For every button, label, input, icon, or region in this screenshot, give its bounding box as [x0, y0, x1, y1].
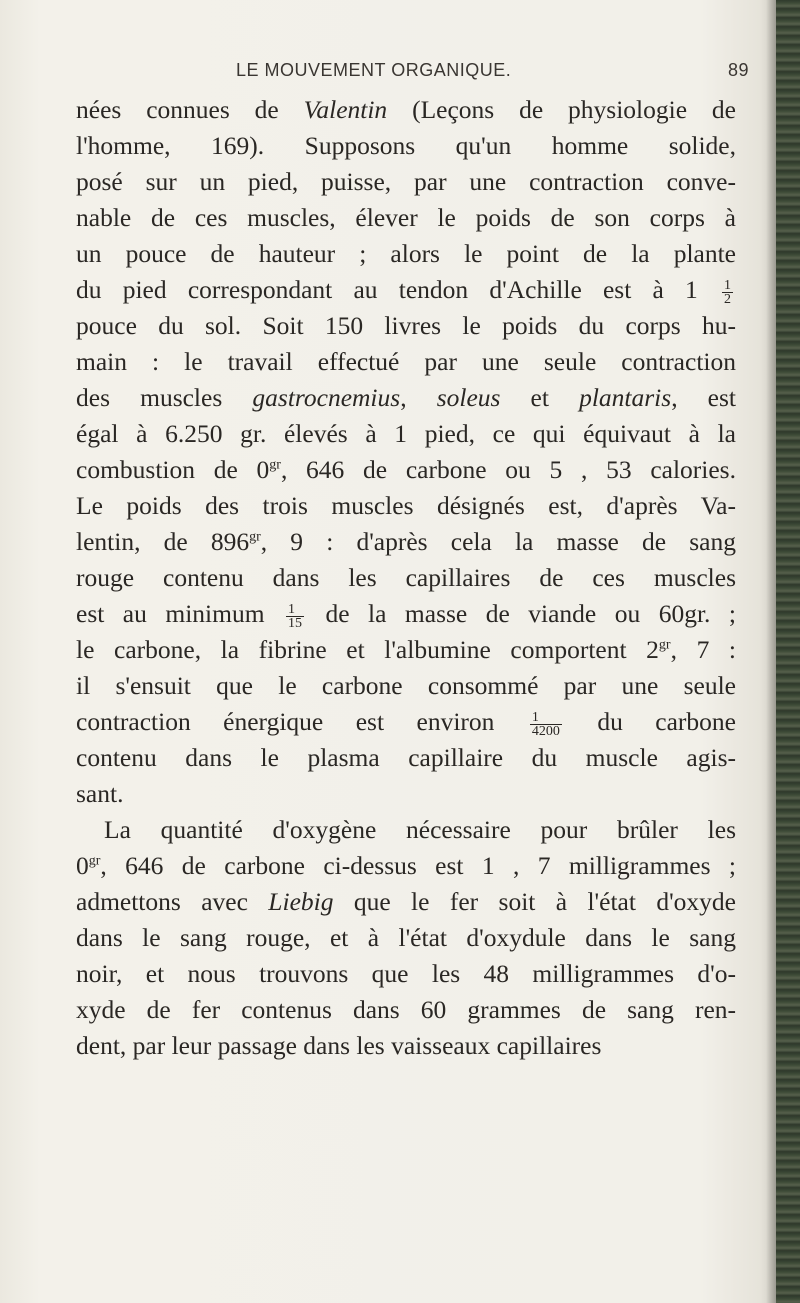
text-run: du carbone [597, 707, 736, 736]
text-run: , 7 : [670, 635, 737, 664]
unit-superscript: gr [269, 457, 281, 473]
text-run: combustion de 0 [76, 455, 270, 484]
text-line [76, 380, 736, 416]
author-name: Liebig [268, 887, 334, 916]
text-line: noir, et nous trouvons que les 48 milligrammes d'o- [76, 959, 736, 988]
text-line [76, 524, 736, 560]
text-run: est au minimum [76, 599, 265, 628]
text-line: pouce du sol. Soit 150 livres le poids du corps hu- [76, 311, 736, 340]
text-run: admettons avec [76, 887, 269, 916]
text-line: l'homme, 169). Supposons qu'un homme solide, [76, 131, 736, 160]
fraction-numerator: 1 [530, 711, 562, 725]
text-run: (Leçons de physiologie de [387, 95, 736, 124]
text-run: contraction énergique est environ [76, 707, 495, 736]
muscle-name: soleus [436, 383, 501, 412]
text-run: des muscles [76, 383, 253, 412]
text-line: La quantité d'oxygène nécessaire pour brûler les [104, 815, 736, 844]
text-run: nées connues de [76, 95, 304, 124]
text-line [76, 92, 736, 128]
text-line: Le poids des trois muscles désignés est, d'après Va- [76, 491, 736, 520]
text-line: xyde de fer contenus dans 60 grammes de sang ren- [76, 995, 736, 1024]
text-line [76, 632, 736, 668]
text-line [76, 848, 736, 884]
text-line: sant. [76, 779, 124, 808]
fraction [286, 603, 304, 630]
fraction-numerator: 1 [724, 277, 731, 293]
text-run: 0 [76, 851, 89, 880]
text-run: , [400, 383, 437, 412]
text-run: le carbone, la fibrine et l'albumine comportent 2 [76, 635, 659, 664]
text-line: égal à 6.250 gr. élevés à 1 pied, ce qui équivaut à la [76, 419, 736, 448]
book-binding-edge [776, 0, 800, 1303]
text-line [76, 704, 736, 740]
text-line [76, 272, 736, 308]
text-line [76, 596, 736, 632]
text-run: , est [671, 383, 737, 412]
fraction-denominator: 4200 [531, 723, 560, 739]
text-line: posé sur un pied, puisse, par une contraction conve- [76, 167, 736, 196]
unit-superscript: gr [249, 529, 261, 545]
text-line: il s'ensuit que le carbone consommé par une seule [76, 671, 736, 700]
unit-superscript: gr [658, 637, 671, 653]
text-run: que le fer soit à l'état d'oxyde [333, 887, 736, 916]
text-line: dent, par leur passage dans les vaisseaux capillaires [76, 1031, 602, 1060]
text-run: lentin, de 896 [76, 527, 250, 556]
text-run: de la masse de viande ou 60gr. ; [325, 599, 736, 628]
fraction-denominator: 2 [724, 291, 731, 307]
text-line: main : le travail effectué par une seule contraction [76, 347, 736, 376]
text-run: du pied correspondant au tendon d'Achille est à 1 [76, 275, 698, 304]
fraction [722, 279, 733, 306]
unit-superscript: gr [88, 853, 101, 869]
text-run: , 9 : d'après cela la masse de sang [260, 527, 736, 556]
text-line [76, 452, 736, 488]
text-run: et [500, 383, 580, 412]
text-line: nable de ces muscles, élever le poids de son corps à [76, 203, 736, 232]
fraction [530, 711, 562, 738]
page-shadow [766, 0, 776, 1303]
page-header [0, 60, 800, 86]
muscle-name: plantaris [579, 383, 672, 412]
text-line: un pouce de hauteur ; alors le point de la plante [76, 239, 736, 268]
text-line [76, 884, 736, 920]
text-line: rouge contenu dans les capillaires de ces muscles [76, 563, 736, 592]
fraction-numerator: 1 [286, 603, 304, 617]
page-number: 89 [728, 60, 750, 80]
text-line: contenu dans le plasma capillaire du muscle agis- [76, 743, 736, 772]
text-run: , 646 de carbone ci-dessus est 1 , 7 milligrammes ; [100, 851, 736, 880]
muscle-name: gastrocnemius [252, 383, 401, 412]
body-text [76, 92, 736, 1064]
fraction-denominator: 15 [288, 615, 303, 631]
text-run: , 646 de carbone ou 5 , 53 calories. [280, 455, 736, 484]
running-title: LE MOUVEMENT ORGANIQUE. [236, 60, 512, 80]
text-line: dans le sang rouge, et à l'état d'oxydule dans le sang [76, 923, 736, 952]
author-name: Valentin [303, 95, 388, 124]
